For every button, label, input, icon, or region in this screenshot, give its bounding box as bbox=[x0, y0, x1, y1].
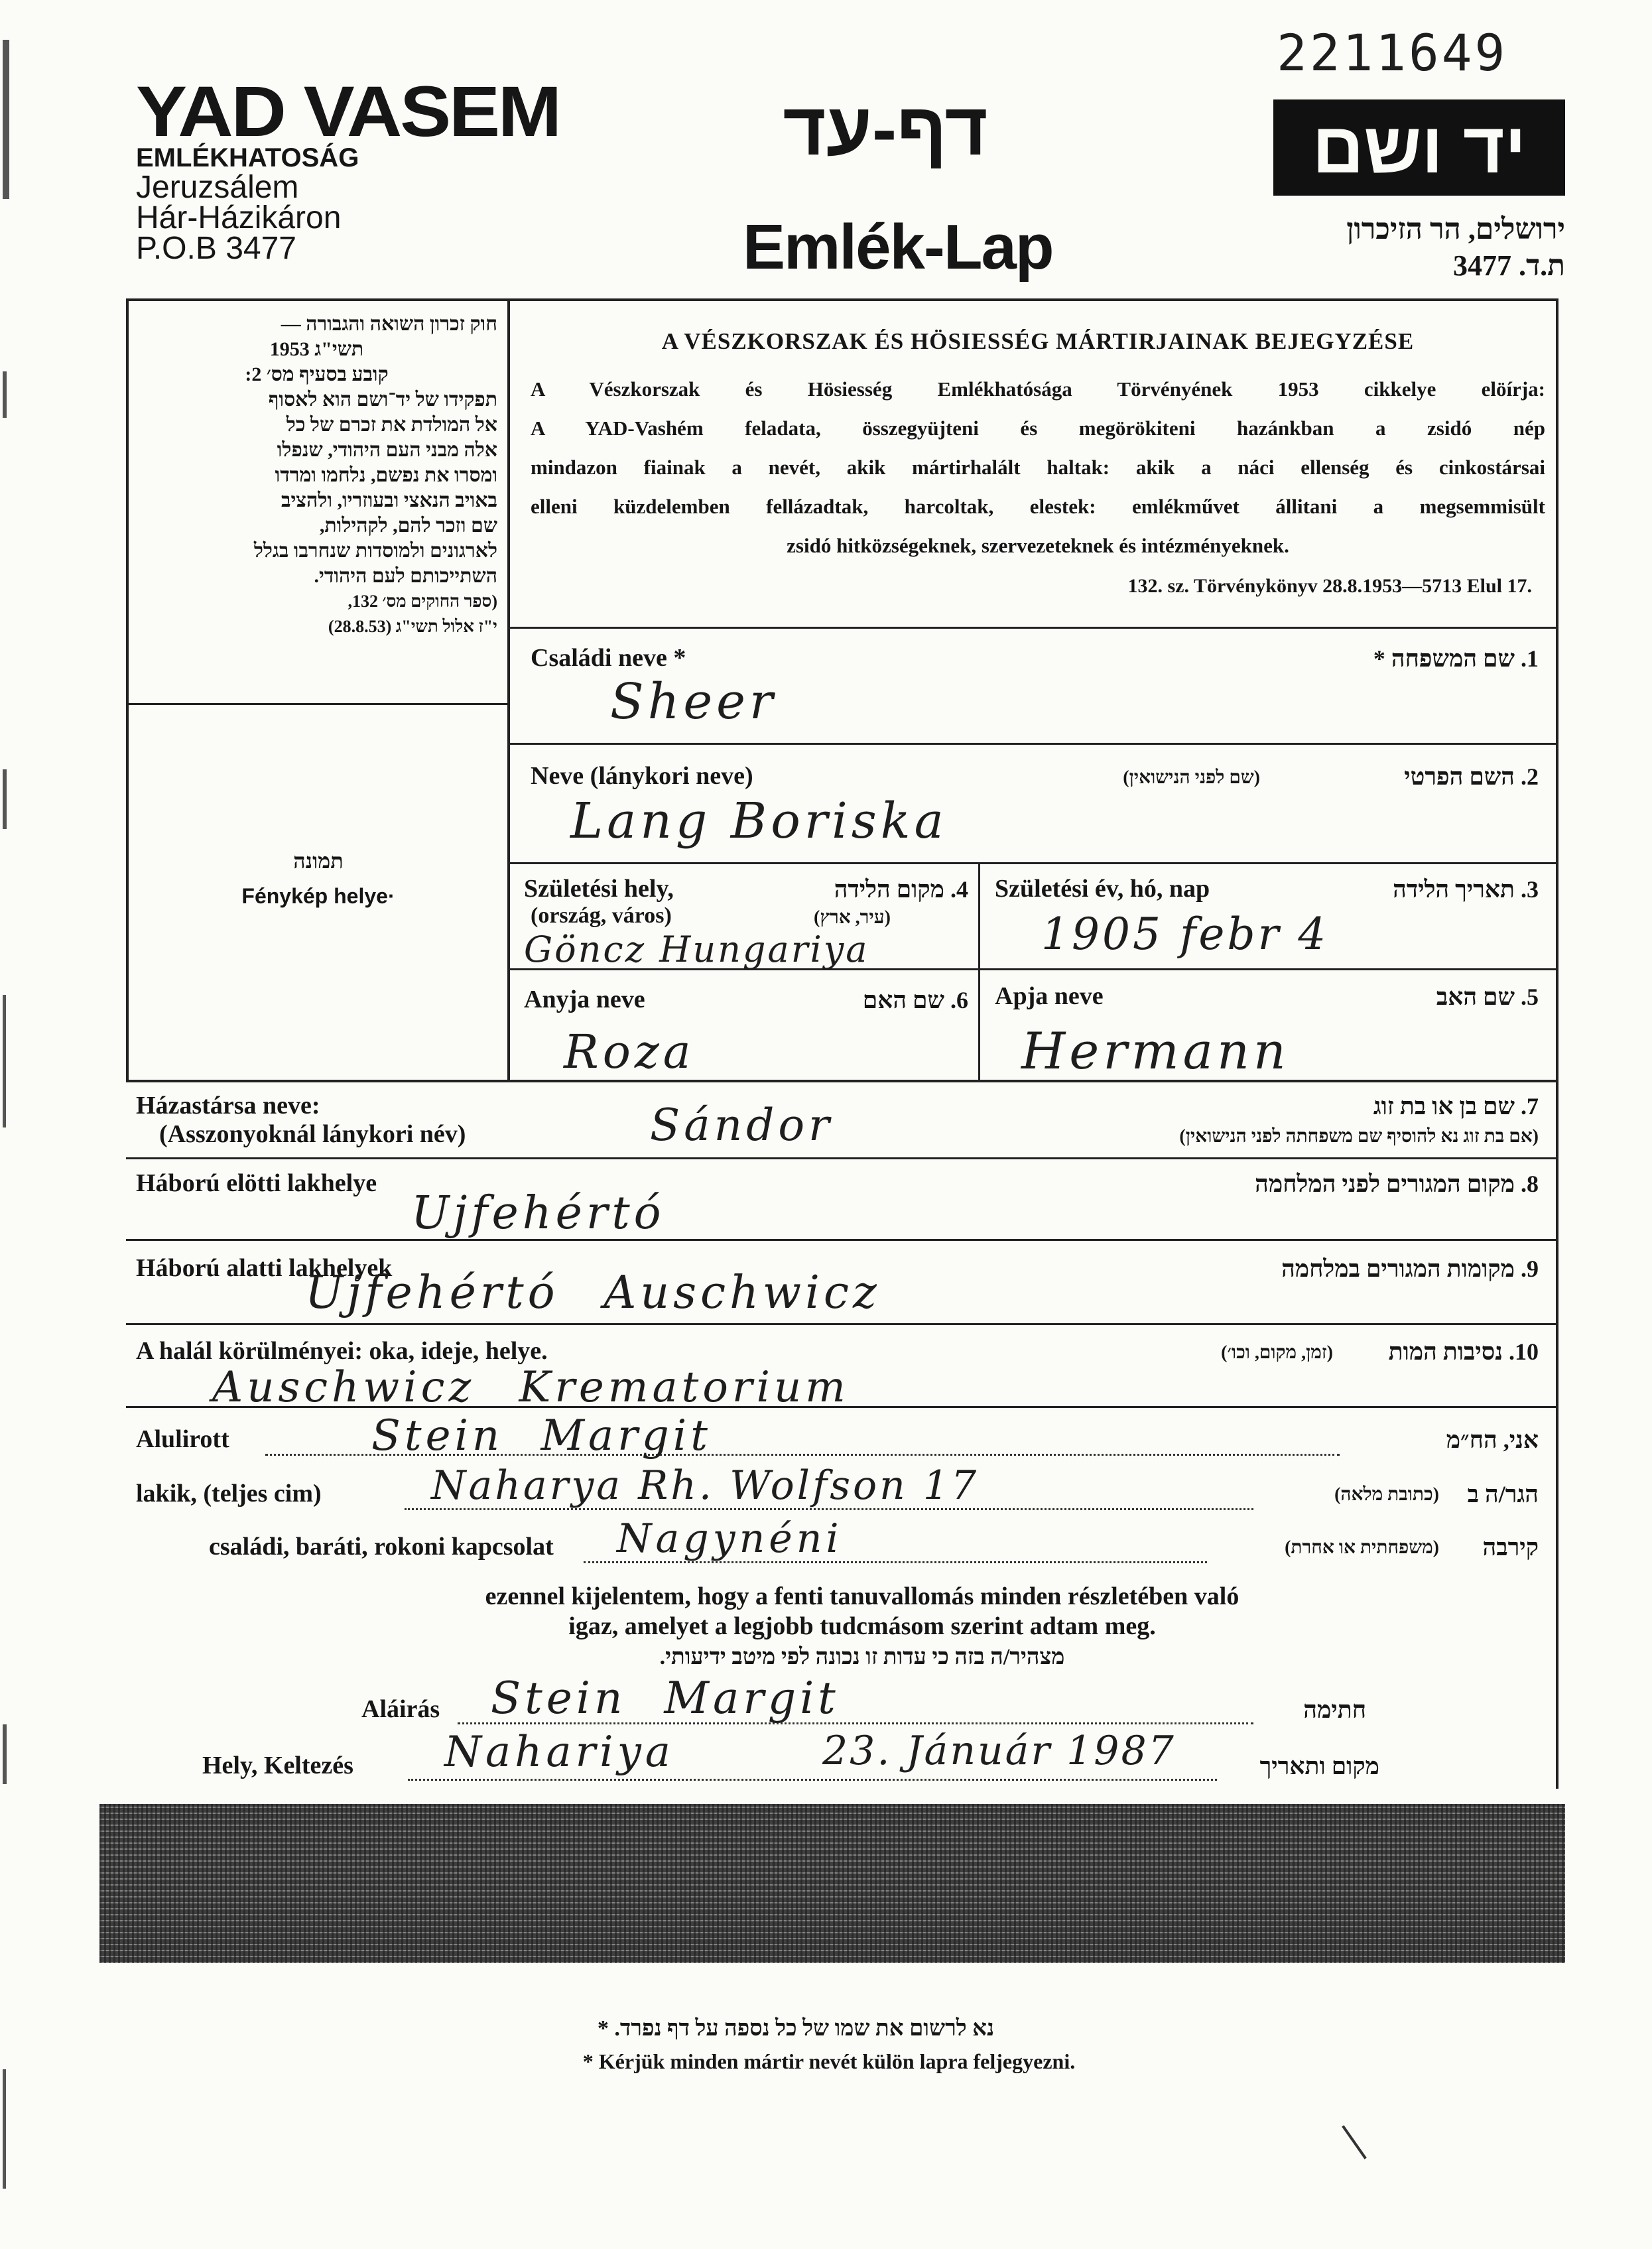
date-value: 23. Jánuár 1987 bbox=[822, 1728, 1176, 1774]
column-divider bbox=[978, 862, 980, 1081]
pob: P.O.B 3477 bbox=[136, 231, 296, 266]
prewar-residence-value: Ujfehértó bbox=[411, 1187, 665, 1240]
birth-place-label: Születési hely, bbox=[524, 875, 674, 903]
father-name-hebrew: 5. שם האב bbox=[1436, 984, 1539, 1010]
law-line: אלה מבני העם היהודי, שנפלו bbox=[277, 439, 497, 461]
death-circumstances-value: Auschwicz Krematorium bbox=[212, 1363, 850, 1412]
birth-place-label-sub: (ország, város) bbox=[531, 903, 672, 928]
family-name-hebrew: 1. שם המשפחה * bbox=[1373, 645, 1539, 672]
scan-edge-mark bbox=[3, 371, 7, 418]
law-line: תפקידו של יד־ושם הוא לאסוף bbox=[268, 389, 497, 411]
footer-note-hebrew: נא לרשום את שמו של כל נספה על דף נפרד. * bbox=[597, 2016, 995, 2041]
law-line: שם וזכר להם, לקהילות, bbox=[319, 515, 497, 537]
law-line: (ספר החוקים מס׳ 132, bbox=[348, 592, 497, 611]
birth-place-value: Göncz Hungariya bbox=[524, 929, 869, 970]
declaration-hebrew: מצהיר/ה בזה כי עדות זו נכונה לפי מיטב ידיעותי. bbox=[659, 1645, 1065, 1669]
signature-label: Aláirás bbox=[361, 1695, 440, 1723]
death-circumstances-hebrew: 10. נסיבות המות bbox=[1388, 1338, 1539, 1365]
scan-edge-mark bbox=[3, 995, 6, 1127]
first-name-hebrew-sub: (שם לפני הנישואין) bbox=[1123, 767, 1260, 788]
law-line: חוק זכרון השואה והגבורה — bbox=[281, 313, 497, 335]
header-right-pob: ת.ד. 3477 bbox=[1453, 249, 1565, 282]
prewar-residence-hebrew: 8. מקום המגורים לפני המלחמה bbox=[1255, 1171, 1539, 1197]
birth-place-hebrew: 4. מקום הלידה bbox=[834, 876, 968, 903]
law-line: ומסרו את נפשם, נלחמו ומרדו bbox=[275, 464, 497, 486]
first-name-label: Neve (lánykori neve) bbox=[531, 762, 753, 790]
scan-edge-mark bbox=[3, 769, 7, 829]
first-name-hebrew: 2. השם הפרטי bbox=[1404, 763, 1539, 790]
family-name-label: Családi neve * bbox=[531, 644, 686, 672]
street: Hár-Házikáron bbox=[136, 200, 342, 235]
photo-placeholder bbox=[133, 849, 504, 909]
photo-hebrew: תמונה bbox=[293, 849, 344, 873]
law-box-divider bbox=[507, 300, 510, 1081]
mother-name-label: Anyja neve bbox=[524, 986, 645, 1013]
signature-value: Stein Margit bbox=[491, 1673, 840, 1724]
row-divider bbox=[509, 862, 1557, 864]
law-text bbox=[531, 328, 1545, 608]
law-line: באויב הנאצי ובעוזריו, ולהציב bbox=[281, 489, 497, 511]
law-line: אל המולדת את זכרם של כל bbox=[286, 414, 497, 436]
law-line: zsidó hitközségeknek, szervezeteknek és intézményeknek. bbox=[787, 534, 1289, 557]
scan-edge-mark bbox=[3, 40, 9, 199]
declarant-address-hebrew-sub: (כתובת מלאה) bbox=[1334, 1484, 1439, 1505]
law-reference: 132. sz. Törvénykönyv 28.8.1953—5713 Elul 17. bbox=[1127, 575, 1532, 597]
father-name-label: Apja neve bbox=[995, 982, 1104, 1010]
birth-place-hebrew-sub: (עיר, ארץ) bbox=[814, 907, 891, 928]
law-line: קובע בסעיף מס׳ 2: bbox=[245, 363, 389, 385]
declarant-name-label: Alulirott bbox=[136, 1425, 229, 1453]
law-line: mindazon fiainak a nevét, akik mártirhalált haltak: akik a náci ellenség és cinkostársai bbox=[531, 456, 1545, 479]
declarant-address-value: Naharya Rh. Wolfson 17 bbox=[431, 1462, 980, 1509]
form-top-border bbox=[126, 298, 1558, 301]
first-name-value: Lang Boriska bbox=[570, 793, 948, 850]
reference-number: 2211649 bbox=[1277, 23, 1508, 82]
row-divider bbox=[126, 1323, 1558, 1325]
wartime-residence-label: Háború alatti lakhelyek bbox=[136, 1254, 393, 1282]
law-line: השתייכותם לעם היהודי. bbox=[314, 565, 497, 587]
law-line: elleni küzdelemben fellázadtak, harcoltak, elestek: emlékművet állitani a megsemmisült bbox=[531, 495, 1545, 518]
scan-edge-mark bbox=[3, 1724, 7, 1784]
city: Jeruzsálem bbox=[136, 170, 299, 205]
place-date-line bbox=[408, 1779, 1217, 1781]
declarant-relation-hebrew-sub: (משפחתית או אחרת) bbox=[1285, 1537, 1439, 1558]
declaration-line-2: igaz, amelyet a legjobb tudcmásom szerint adtam meg. bbox=[568, 1612, 1156, 1640]
law-line: A YAD-Vashém feladata, összegyüjteni és megörökiteni hazánkban a zsidó nép bbox=[531, 417, 1545, 440]
form-right-border bbox=[1556, 300, 1558, 1789]
law-line: תשי"ג 1953 bbox=[269, 338, 364, 360]
wartime-residence-hebrew: 9. מקומות המגורים במלחמה bbox=[1281, 1255, 1539, 1282]
declarant-relation-hebrew: קירבה bbox=[1482, 1534, 1539, 1561]
place-date-hebrew: מקום ותאריך bbox=[1259, 1753, 1379, 1779]
yad-vashem-logo bbox=[1273, 99, 1565, 196]
row-divider bbox=[509, 743, 1557, 745]
spouse-label: Házastársa neve: bbox=[136, 1092, 320, 1120]
row-divider bbox=[126, 1157, 1558, 1159]
row-divider bbox=[126, 1080, 1558, 1082]
org-name: YAD VASEM bbox=[136, 71, 560, 151]
declarant-relation-label: családi, baráti, rokoni kapcsolat bbox=[209, 1533, 554, 1561]
declaration-line-1: ezennel kijelentem, hogy a fenti tanuvallomás minden részletében való bbox=[485, 1582, 1239, 1610]
header-left bbox=[136, 71, 560, 266]
illegible-stamp-band bbox=[99, 1804, 1565, 1963]
father-name-value: Hermann bbox=[1021, 1021, 1290, 1080]
prewar-residence-label: Háború elötti lakhelye bbox=[136, 1169, 377, 1197]
pen-mark bbox=[1342, 2125, 1367, 2159]
law-line: י"ז אלול תשי"ג (28.8.53) bbox=[328, 617, 497, 636]
law-line: A Vészkorszak és Hösiesség Emlékhatósága Törvényének 1953 cikkelye elöírja: bbox=[531, 377, 1545, 401]
row-divider bbox=[126, 1239, 1558, 1241]
birth-date-label: Születési év, hó, nap bbox=[995, 875, 1210, 903]
law-box-bottom bbox=[126, 703, 509, 705]
family-name-value: Sheer bbox=[610, 673, 777, 730]
place-value: Nahariya bbox=[444, 1728, 674, 1777]
law-title: A VÉSZKORSZAK ÉS HÖSIESSÉG MÁRTIRJAINAK BEJEGYZÉSE bbox=[661, 328, 1415, 354]
form-left-border bbox=[126, 300, 129, 1082]
declarant-address-hebrew: הגר/ה ב bbox=[1467, 1481, 1539, 1508]
law-box-hebrew bbox=[136, 312, 497, 639]
wartime-residence-value: Ujfehértó Auschwicz bbox=[305, 1267, 881, 1319]
spouse-hebrew-sub: (אם בת זוג נא להוסיף שם משפחתה לפני הנישואין) bbox=[1179, 1126, 1539, 1147]
declarant-relation-value: Nagynéni bbox=[617, 1515, 843, 1562]
form-title: Emlék-Lap bbox=[743, 212, 1053, 283]
hebrew-title: דף-עד bbox=[783, 88, 988, 170]
declarant-name-hebrew: אני, הח״מ bbox=[1446, 1427, 1539, 1453]
declarant-name-value: Stein Margit bbox=[371, 1411, 712, 1460]
declarant-address-label: lakik, (teljes cim) bbox=[136, 1480, 322, 1508]
mother-name-value: Roza bbox=[564, 1025, 695, 1079]
death-circumstances-label: A halál körülményei: oka, ideje, helye. bbox=[136, 1337, 548, 1365]
spouse-value: Sándor bbox=[650, 1100, 834, 1151]
footer-note: * Kérjük minden mártir nevét külön lapra feljegyezni. bbox=[582, 2049, 1076, 2073]
scan-edge-mark bbox=[3, 2069, 6, 2189]
law-line: לארגונים ולמוסדות שנחרבו בגלל bbox=[253, 540, 497, 562]
mother-name-hebrew: 6. שם האם bbox=[862, 987, 968, 1013]
authority-name: EMLÉKHATOSÁG bbox=[136, 143, 359, 172]
spouse-hebrew: 7. שם בן או בת זוג bbox=[1373, 1093, 1539, 1120]
place-date-label: Hely, Keltezés bbox=[202, 1752, 353, 1779]
signature-hebrew: חתימה bbox=[1303, 1697, 1366, 1723]
logo-text: יד ושם bbox=[1312, 107, 1527, 188]
death-circumstances-hebrew-sub: (זמן, מקום, וכו׳) bbox=[1221, 1342, 1333, 1363]
photo-label: Fénykép helye· bbox=[241, 884, 395, 908]
row-divider bbox=[509, 627, 1557, 629]
birth-date-value: 1905 febr 4 bbox=[1041, 909, 1329, 960]
birth-date-hebrew: 3. תאריך הלידה bbox=[1393, 876, 1539, 903]
header-right-address: ירושלים, הר הזיכרון bbox=[1346, 213, 1565, 245]
spouse-label-sub: (Asszonyoknál lánykori név) bbox=[159, 1120, 466, 1148]
